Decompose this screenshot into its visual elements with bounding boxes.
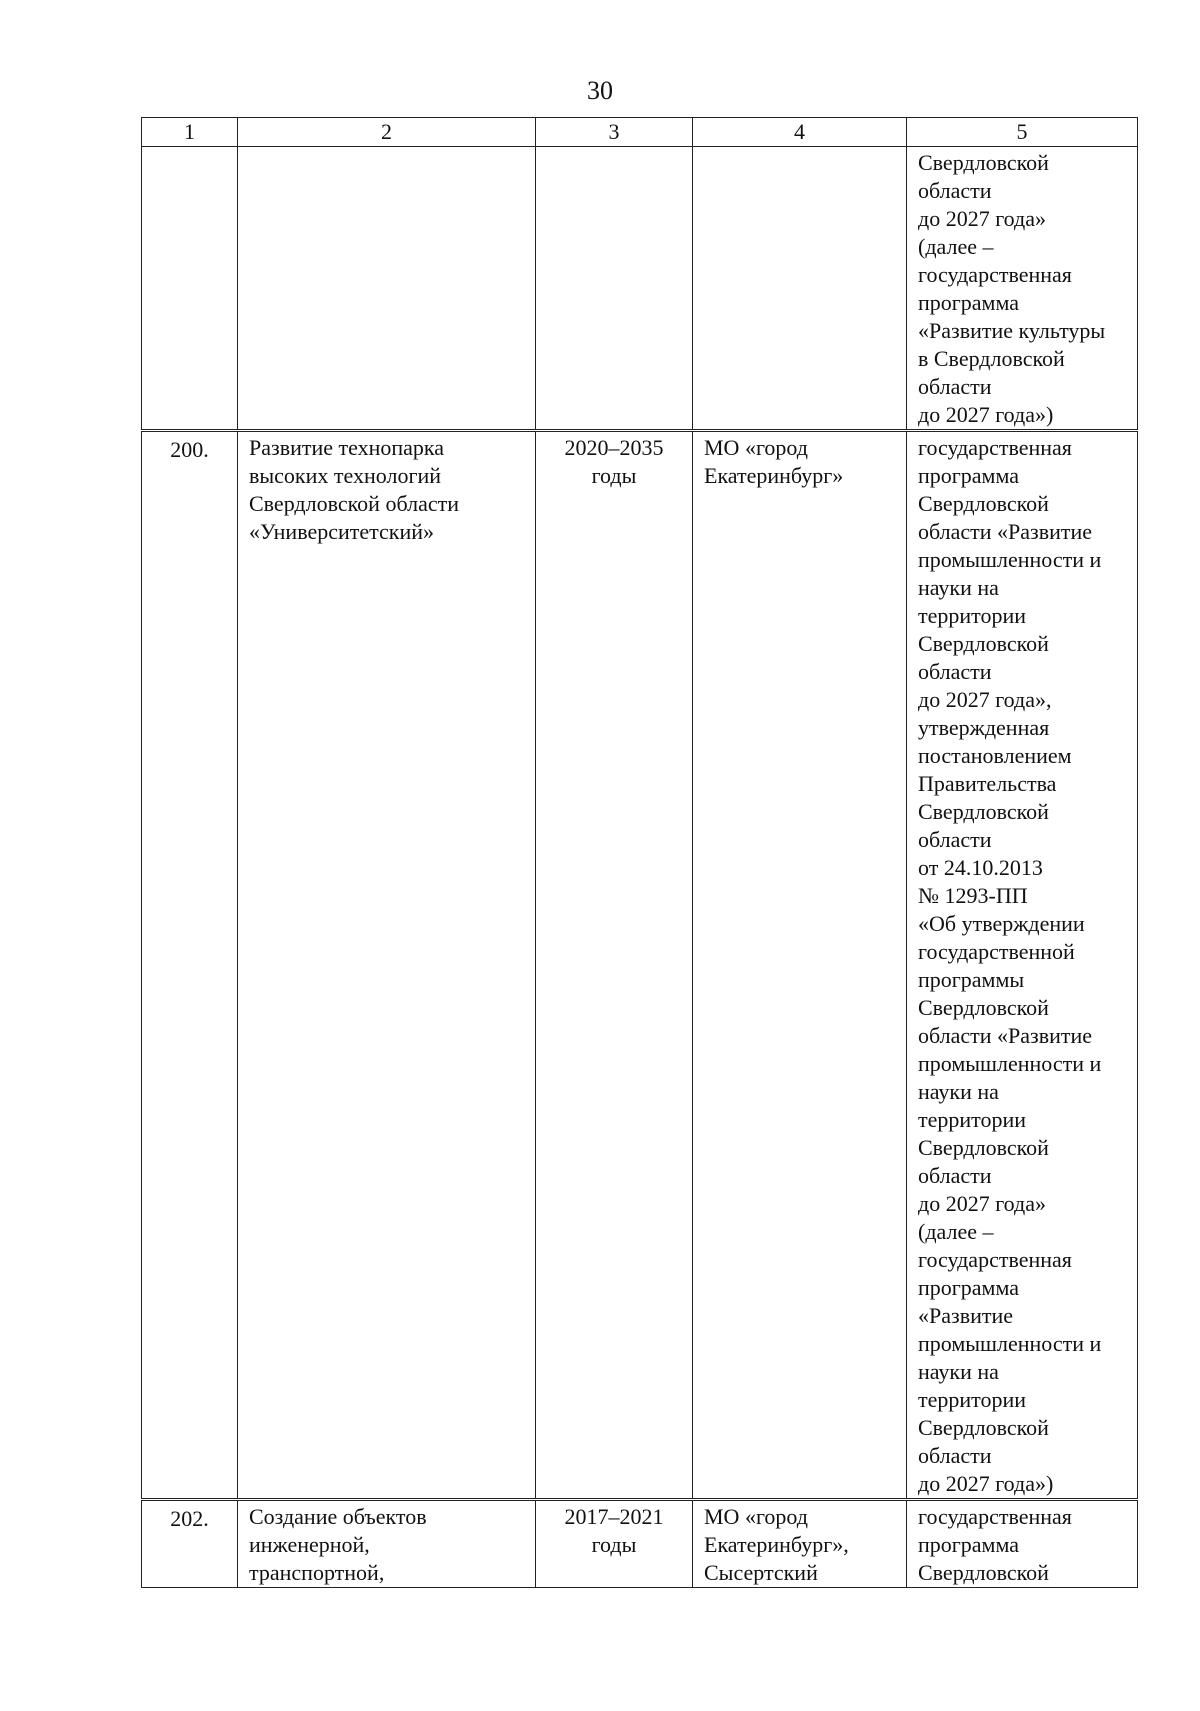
cell-empty <box>238 147 536 431</box>
period-text: 2020–2035 годы <box>564 435 664 488</box>
cell-program <box>907 1500 1138 1588</box>
cell-program <box>907 431 1138 1500</box>
document-table <box>141 117 1138 1588</box>
header-col-1: 1 <box>142 118 238 147</box>
table-header-row <box>142 118 1138 147</box>
table-row-200 <box>142 431 1138 1500</box>
cell-program <box>907 147 1138 431</box>
cell-empty <box>142 147 238 431</box>
program-text: государственная программа Свердловской области «Развитие промышленности и науки на территории Свердловской области до 2027 года», утвержденная постановлением Правительства Свердловской области от 24.10.2013 № 1293-ПП «Об утверждении государственной программы Свердловской области «Развитие промышленности и науки на территории Свердловской области до 2027 года» (далее – государственная программа «Развитие промышленности и науки на территории Свердловской области до 2027 года») <box>918 435 1102 1496</box>
period-text: 2017–2021 годы <box>564 1504 664 1557</box>
header-col-3: 3 <box>536 118 693 147</box>
program-text: Свердловской области до 2027 года» (далее – государственная программа «Развитие культуры в Свердловской области до 2027 года») <box>918 150 1106 427</box>
cell-municipality <box>693 431 907 1500</box>
municipality-text: МО «город Екатеринбург» <box>704 435 844 488</box>
cell-name <box>238 1500 536 1588</box>
cell-period <box>536 1500 693 1588</box>
cell-number <box>142 431 238 1500</box>
cell-name <box>238 431 536 1500</box>
object-name: Развитие технопарка высоких технологий Свердловской области «Университетский» <box>249 435 459 544</box>
header-col-2: 2 <box>238 118 536 147</box>
table-row-202 <box>142 1500 1138 1588</box>
object-name: Создание объектов инженерной, транспортной, <box>249 1504 427 1585</box>
page-number: 30 <box>587 76 613 105</box>
cell-period <box>536 431 693 1500</box>
cell-empty <box>536 147 693 431</box>
program-text: государственная программа Свердловской <box>918 1504 1072 1585</box>
cell-empty <box>693 147 907 431</box>
municipality-text: МО «город Екатеринбург», Сысертский <box>704 1504 849 1585</box>
cell-municipality <box>693 1500 907 1588</box>
cell-number <box>142 1500 238 1588</box>
row-number: 200. <box>170 437 209 462</box>
header-col-5: 5 <box>907 118 1138 147</box>
table-row-continuation <box>142 147 1138 431</box>
row-number: 202. <box>170 1506 209 1531</box>
header-col-4: 4 <box>693 118 907 147</box>
